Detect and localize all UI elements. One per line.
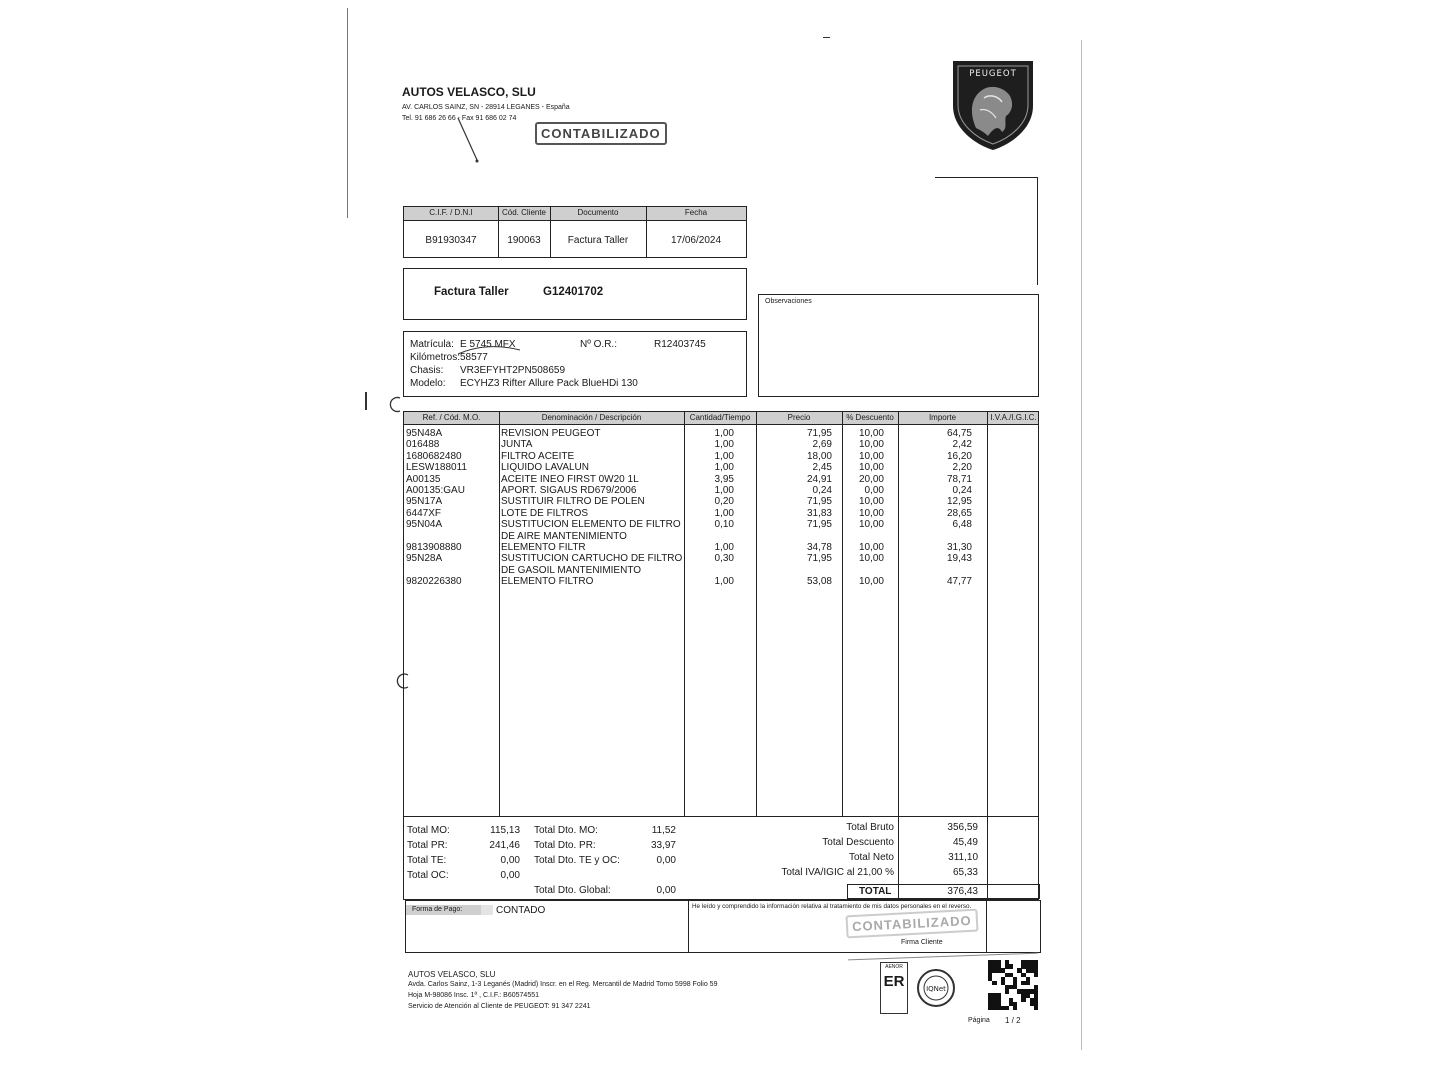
col-price: Precio	[787, 413, 811, 422]
company-phone: Tel. 91 686 26 66 - Fax 91 686 02 74	[402, 115, 517, 122]
col-ref: Ref. / Cód. M.O.	[422, 413, 481, 422]
summary-label: Total IVA/IGIC al 21,00 %	[781, 867, 894, 878]
cell-desc: SUSTITUCION ELEMENTO DE FILTRO	[501, 519, 681, 531]
cell-amount: 6,48	[952, 519, 972, 531]
col-vat: I.V.A./I.G.I.C.	[990, 413, 1037, 422]
cell-qty: 1,00	[714, 485, 734, 496]
cell-ref: 1680682480	[406, 450, 462, 462]
cell-disc: 10,00	[858, 553, 884, 565]
cell-qty: 1,00	[714, 462, 734, 474]
summary-value: 45,49	[952, 837, 978, 848]
total-dvalue: 0,00	[656, 855, 676, 866]
summary-value: 311,10	[948, 852, 978, 863]
cell-desc: ELEMENTO FILTRO	[501, 576, 594, 588]
cif-value: B91930347	[425, 235, 477, 246]
cell-desc: LOTE DE FILTROS	[501, 507, 589, 519]
summary-label: Total Descuento	[822, 837, 894, 848]
total-label: Total MO:	[407, 825, 450, 836]
observations-box	[758, 294, 1039, 397]
cell-price: 24,91	[806, 473, 832, 485]
table-row	[404, 542, 1038, 553]
cell-desc: DE AIRE MANTENIMIENTO	[501, 530, 627, 542]
cell-amount: 47,77	[946, 576, 972, 588]
pen-underline	[456, 336, 522, 356]
cell-desc: FILTRO ACEITE	[501, 450, 575, 462]
model-value: ECYHZ3 Rifter Allure Pack BlueHDi 130	[460, 378, 638, 389]
cell-desc: SUSTITUIR FILTRO DE POLEN	[501, 496, 645, 508]
chassis-value: VR3EFYHT2PN508659	[460, 365, 566, 376]
table-row	[404, 576, 1038, 587]
total-value: 241,46	[489, 840, 520, 851]
table-row	[404, 439, 1038, 450]
cell-qty: 1,00	[714, 428, 734, 439]
divider	[498, 207, 499, 257]
cell-disc: 0,00	[864, 485, 884, 496]
page-number: 1 / 2	[1005, 1016, 1021, 1025]
cell-desc: DE GASOIL MANTENIMIENTO	[501, 564, 642, 576]
aenor-er-logo	[880, 962, 908, 1014]
plate-label: Matrícula:	[410, 339, 454, 350]
cell-disc: 10,00	[858, 507, 884, 519]
total-dlabel: Total Dto. Global:	[534, 885, 611, 896]
cell-amount: 12,95	[946, 496, 972, 508]
cell-amount: 19,43	[946, 553, 972, 565]
cell-ref: 95N17A	[406, 496, 443, 508]
col-quantity: Cantidad/Tiempo	[689, 413, 751, 422]
id-header-document: Documento	[577, 208, 619, 217]
aenor-text: AENOR	[885, 964, 903, 970]
col-discount: % Descuento	[846, 413, 894, 422]
grand-total-label: TOTAL	[859, 886, 892, 897]
peugeot-logo-text: PEUGEOT	[969, 69, 1017, 79]
divider	[688, 901, 689, 952]
plate-value: E 5745 MFX	[460, 339, 516, 350]
pen-mark	[455, 116, 485, 164]
cell-price: 2,69	[812, 439, 832, 451]
qr-code	[988, 960, 1038, 1010]
cell-disc: 10,00	[858, 576, 884, 588]
cell-ref: 95N04A	[406, 519, 443, 531]
cell-qty: 0,30	[714, 553, 734, 565]
cell-qty: 1,00	[714, 542, 734, 553]
cell-amount: 28,65	[946, 507, 972, 519]
summary-value: 65,33	[952, 867, 978, 878]
cell-ref: A00135	[406, 473, 441, 485]
model-label: Modelo:	[410, 378, 446, 389]
summary-value: 356,59	[947, 822, 978, 833]
col-amount: Importe	[928, 413, 957, 422]
cell-disc: 10,00	[858, 439, 884, 451]
invoice-box	[403, 268, 747, 320]
observations-label: Observaciones	[765, 298, 812, 305]
id-header-cif: C.I.F. / D.N.I	[429, 208, 473, 217]
total-dlabel: Total Dto. MO:	[534, 825, 598, 836]
vehicle-box	[403, 331, 747, 397]
cell-price: 0,24	[812, 485, 832, 496]
table-row	[404, 508, 1038, 519]
privacy-text: He leído y comprendido la información relativa al tratamiento de mis datos personales en el reverso.	[692, 903, 972, 910]
total-label: Total PR:	[407, 840, 448, 851]
cell-disc: 10,00	[858, 496, 884, 508]
id-table	[403, 206, 747, 258]
cell-ref: 95N28A	[406, 553, 443, 565]
id-header-client: Cód. Cliente	[501, 208, 547, 217]
table-row	[404, 565, 1038, 576]
table-row	[404, 485, 1038, 496]
cell-ref: 6447XF	[406, 507, 442, 519]
table-row	[404, 462, 1038, 473]
summary-label: Total Bruto	[846, 822, 894, 833]
company-address: AV. CARLOS SAINZ, SN - 28914 LEGANES - España	[402, 104, 570, 111]
date-value: 17/06/2024	[670, 235, 722, 246]
cell-disc: 10,00	[858, 542, 884, 553]
cell-ref: 9820226380	[406, 576, 462, 588]
payment-label: Forma de Pago:	[406, 905, 481, 915]
cell-qty: 1,00	[714, 576, 734, 588]
cell-qty: 0,20	[714, 496, 734, 508]
table-row	[404, 428, 1038, 439]
total-label: Total OC:	[407, 870, 449, 881]
table-row	[404, 474, 1038, 485]
iqnet-text: IQNet	[926, 985, 946, 993]
cell-ref: LESW188011	[406, 462, 467, 474]
table-row	[404, 519, 1038, 530]
cell-amount: 2,42	[952, 439, 972, 451]
cell-desc: SUSTITUCION CARTUCHO DE FILTRO	[501, 553, 683, 565]
page-label: Página	[968, 1017, 990, 1024]
divider	[646, 207, 647, 257]
cell-qty: 0,10	[714, 519, 734, 531]
box-top-edge	[935, 177, 1038, 178]
divider	[550, 207, 551, 257]
cell-price: 31,83	[806, 507, 832, 519]
cell-desc: ACEITE INEO FIRST 0W20 1L	[501, 473, 639, 485]
total-dvalue: 0,00	[656, 885, 676, 896]
cell-desc: JUNTA	[501, 439, 533, 451]
document-value: Factura Taller	[567, 235, 629, 246]
total-dlabel: Total Dto. TE y OC:	[534, 855, 620, 866]
payment-value: CONTADO	[496, 905, 546, 916]
total-dvalue: 33,97	[650, 840, 676, 851]
cell-qty: 1,00	[714, 507, 734, 519]
cell-disc: 10,00	[858, 462, 884, 474]
table-row	[404, 531, 1038, 542]
chassis-label: Chasis:	[410, 365, 444, 376]
peugeot-logo	[950, 58, 1036, 152]
cell-amount: 16,20	[946, 450, 972, 462]
cell-qty: 1,00	[714, 450, 734, 462]
footer-line3: Servicio de Atención al Cliente de PEUGEOT: 91 347 2241	[408, 1003, 591, 1010]
punch-hole	[386, 396, 404, 414]
table-row	[404, 553, 1038, 564]
cell-price: 34,78	[806, 542, 832, 553]
col-description: Denominación / Descripción	[541, 413, 642, 422]
or-value: R12403745	[654, 339, 706, 350]
km-label: Kilómetros:	[410, 352, 461, 363]
cell-ref: 016488	[406, 439, 440, 451]
grand-total-value: 376,43	[947, 886, 978, 897]
signature-label: Firma Cliente	[901, 939, 943, 946]
cell-amount: 0,24	[952, 485, 972, 496]
invoice-number: G12401702	[543, 286, 604, 298]
er-text: ER	[883, 973, 905, 990]
cell-desc: ELEMENTO FILTR	[501, 542, 586, 553]
cell-desc: LIQUIDO LAVALUN	[501, 462, 589, 474]
summary-label: Total Neto	[848, 852, 894, 863]
total-value: 0,00	[500, 855, 520, 866]
cell-amount: 78,71	[946, 473, 972, 485]
cell-amount: 2,20	[952, 462, 972, 474]
divider	[986, 901, 987, 952]
cell-ref: 95N48A	[406, 428, 443, 439]
km-value: 58577	[460, 352, 488, 363]
cell-disc: 10,00	[858, 519, 884, 531]
box-right-edge	[1037, 177, 1038, 285]
footer-line2: Hoja M-98086 Insc. 1ª , C.I.F.: B60574551	[408, 992, 539, 999]
company-name: AUTOS VELASCO, SLU	[402, 85, 536, 99]
stamp-contabilizado: CONTABILIZADO	[535, 122, 667, 145]
total-label: Total TE:	[407, 855, 447, 866]
payment-box	[405, 900, 1041, 953]
cell-disc: 10,00	[858, 450, 884, 462]
total-dvalue: 11,52	[651, 825, 676, 836]
cell-price: 71,95	[806, 553, 832, 565]
cell-amount: 64,75	[946, 428, 972, 439]
items-table	[403, 411, 1039, 817]
table-row	[404, 451, 1038, 462]
cell-disc: 10,00	[858, 428, 884, 439]
scan-mark	[823, 37, 830, 38]
or-label: Nº O.R.:	[580, 339, 617, 350]
cell-qty: 3,95	[714, 473, 734, 485]
cell-desc: APORT. SIGAUS RD679/2006	[501, 485, 637, 496]
invoice-type: Factura Taller	[434, 286, 509, 298]
cell-price: 71,95	[806, 428, 832, 439]
cell-ref: 9813908880	[406, 542, 462, 553]
id-header-date: Fecha	[684, 208, 708, 217]
cell-price: 71,95	[806, 519, 832, 531]
cell-ref: A00135:GAU	[406, 485, 465, 496]
total-dlabel: Total Dto. PR:	[534, 840, 596, 851]
totals-left	[404, 817, 694, 901]
shade	[481, 905, 493, 915]
table-row	[404, 496, 1038, 507]
cell-amount: 31,30	[946, 542, 972, 553]
footer-company: AUTOS VELASCO, SLU	[408, 970, 496, 979]
cell-price: 18,00	[806, 450, 832, 462]
scan-edge-line	[347, 8, 348, 218]
total-value: 0,00	[500, 870, 520, 881]
stamp-contabilizado-faded: CONTABILIZADO	[845, 909, 978, 939]
footer-line1: Avda. Carlos Sainz, 1-3 Leganés (Madrid) Inscr. en el Reg. Mercantil de Madrid Tomo 5998 Folio 59	[408, 981, 718, 988]
cell-price: 53,08	[806, 576, 832, 588]
client-code-value: 190063	[507, 235, 541, 246]
cell-price: 71,95	[806, 496, 832, 508]
margin-mark	[365, 392, 367, 410]
cell-qty: 1,00	[714, 439, 734, 451]
scan-edge-line	[1081, 40, 1082, 1050]
cell-price: 2,45	[812, 462, 832, 474]
total-value: 115,13	[490, 825, 520, 836]
totals-box	[403, 816, 1039, 900]
iqnet-logo	[916, 968, 956, 1008]
cell-desc: REVISION PEUGEOT	[501, 428, 601, 439]
cell-disc: 20,00	[858, 473, 884, 485]
